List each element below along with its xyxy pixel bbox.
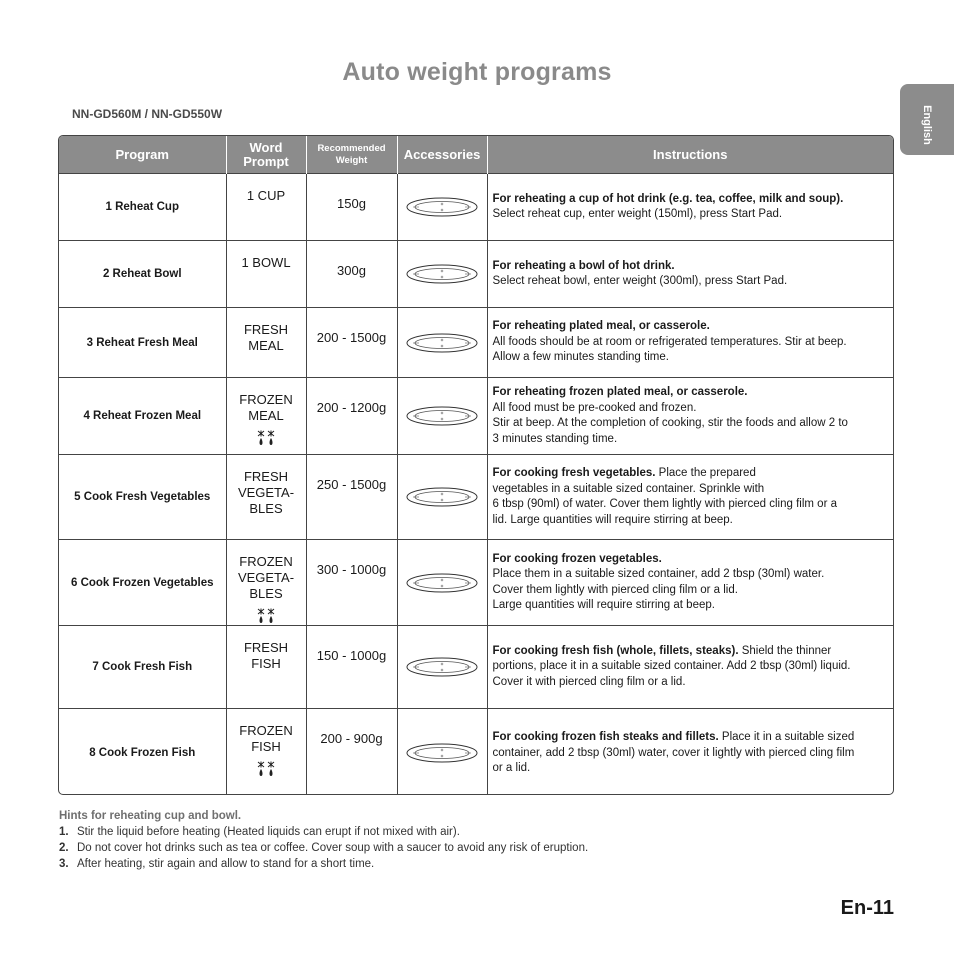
weight-cell: 150 - 1000g [306, 626, 397, 709]
hint-item [59, 825, 588, 840]
glass-tray-icon [406, 573, 478, 593]
instruction-line: Select reheat cup, enter weight (150ml), press Start Pad. [492, 208, 783, 220]
instruction-heading: For cooking fresh fish (whole, fillets, steaks). [492, 644, 739, 657]
glass-tray-icon [406, 406, 478, 426]
word-prompt-cell [226, 378, 306, 455]
header-word-prompt-line2: Prompt [243, 153, 289, 169]
instruction-line: container, add 2 tbsp (30ml) water, cover it lightly with pierced cling film [492, 746, 855, 759]
word-prompt-cell [226, 540, 306, 626]
glass-tray-icon [406, 333, 478, 353]
instruction-line: Cover them lightly with pierced cling film or a lid. [492, 583, 738, 596]
word-prompt-line: VEGETA- [237, 570, 295, 585]
header-instructions: Instructions [487, 136, 893, 174]
word-prompt-line: FROZEN [239, 554, 293, 569]
hint-number: 1. [59, 826, 69, 838]
instructions-cell [487, 540, 893, 626]
language-tab [900, 84, 954, 155]
header-accessories: Accessories [397, 136, 487, 174]
header-weight-line1: Recommended [317, 142, 386, 154]
glass-tray-icon [406, 197, 478, 217]
instruction-line: portions, place it in a suitable sized container. Add 2 tbsp (30ml) liquid. [492, 660, 851, 673]
instruction-heading: For reheating plated meal, or casserole. [492, 320, 710, 333]
accessory-cell [397, 455, 487, 540]
word-prompt-cell [226, 308, 306, 378]
header-recommended-weight [306, 136, 397, 174]
instruction-heading: For reheating a bowl of hot drink. [492, 259, 675, 272]
instruction-line: Allow a few minutes standing time. [492, 351, 669, 364]
instruction-line: lid. Large quantities will require stirring at beep. [492, 513, 733, 526]
instruction-line: Large quantities will require stirring at beep. [492, 599, 715, 611]
header-word-prompt-line1: Word [249, 139, 283, 155]
instructions-cell [487, 626, 893, 709]
table-header-row [59, 136, 893, 174]
instruction-line: 6 tbsp (90ml) of water. Cover them lightly with pierced cling film or a [492, 498, 837, 510]
instructions-cell [487, 455, 893, 540]
hint-item [59, 857, 588, 872]
instruction-line: Cover it with pierced cling film or a lid. [492, 675, 686, 688]
header-program: Program [59, 136, 226, 174]
weight-cell: 150g [306, 174, 397, 241]
instructions-cell [487, 308, 893, 378]
word-prompt-line: FROZEN [239, 392, 293, 407]
instructions-cell [487, 241, 893, 308]
word-prompt-line: BLES [249, 501, 283, 516]
word-prompt-cell [226, 241, 306, 308]
word-prompt-line: FROZEN [239, 723, 293, 738]
instruction-heading: For cooking frozen vegetables. [492, 552, 662, 565]
page-title: Auto weight programs [342, 58, 612, 86]
accessory-cell [397, 241, 487, 308]
accessory-cell [397, 378, 487, 455]
table-row [59, 709, 893, 796]
weight-cell: 200 - 1200g [306, 378, 397, 455]
glass-tray-icon [406, 657, 478, 677]
word-prompt-line: FRESH [243, 322, 289, 337]
program-cell: 1 Reheat Cup [59, 174, 226, 241]
table-row [59, 455, 893, 540]
accessory-cell [397, 540, 487, 626]
page-number: En-11 [840, 897, 894, 919]
word-prompt-line: MEAL [248, 338, 284, 353]
instruction-line: or a lid. [492, 762, 531, 774]
weight-cell: 250 - 1500g [306, 455, 397, 540]
weight-cell: 200 - 1500g [306, 308, 397, 378]
hint-item [59, 841, 588, 856]
instruction-heading: For cooking fresh vegetables. [492, 467, 656, 479]
program-cell: 8 Cook Frozen Fish [59, 709, 226, 796]
table-row [59, 308, 893, 378]
instruction-line: Stir at beep. At the completion of cooking, stir the foods and allow 2 to [492, 417, 848, 429]
header-weight-line2: Weight [335, 154, 368, 166]
program-cell: 3 Reheat Fresh Meal [59, 308, 226, 378]
table-row [59, 626, 893, 709]
weight-cell: 200 - 900g [306, 709, 397, 796]
instructions-cell [487, 174, 893, 241]
instruction-heading-rest: Shield the thinner [738, 644, 832, 657]
program-cell: 7 Cook Fresh Fish [59, 626, 226, 709]
word-prompt-line: MEAL [248, 408, 284, 423]
language-tab-label: English [921, 105, 933, 145]
program-cell: 4 Reheat Frozen Meal [59, 378, 226, 455]
instruction-line: vegetables in a suitable sized container. Sprinkle with [492, 482, 765, 495]
word-prompt-line: 1 CUP [246, 188, 286, 203]
word-prompt-line: FRESH [243, 469, 289, 484]
hints-title: Hints for reheating cup and bowl. [59, 810, 242, 822]
word-prompt-cell [226, 709, 306, 796]
word-prompt-line: VEGETA- [237, 485, 295, 500]
hint-text: After heating, stir again and allow to stand for a short time. [77, 858, 375, 870]
weight-cell: 300g [306, 241, 397, 308]
table-row [59, 540, 893, 626]
accessory-cell [397, 626, 487, 709]
instruction-heading-rest: Place the prepared [655, 467, 756, 479]
header-word-prompt [226, 136, 306, 174]
word-prompt-line: FRESH [243, 640, 289, 655]
word-prompt-line: BLES [249, 586, 283, 601]
instruction-line: All food must be pre-cooked and frozen. [492, 401, 697, 414]
hint-number: 2. [59, 842, 69, 854]
hint-number: 3. [59, 858, 69, 870]
table-row [59, 174, 893, 241]
hint-text: Do not cover hot drinks such as tea or coffee. Cover soup with a saucer to avoid any risk of eruption. [77, 842, 589, 854]
hints-section [59, 810, 588, 872]
word-prompt-line: FISH [251, 739, 281, 754]
word-prompt-cell [226, 626, 306, 709]
table-row [59, 241, 893, 308]
glass-tray-icon [406, 487, 478, 507]
frozen-defrost-icon [255, 608, 277, 624]
hint-text: Stir the liquid before heating (Heated liquids can erupt if not mixed with air). [77, 826, 460, 838]
instruction-heading: For reheating a cup of hot drink (e.g. tea, coffee, milk and soup). [492, 192, 844, 205]
instruction-heading-rest: Place it in a suitable sized [718, 731, 855, 743]
word-prompt-line: FISH [251, 656, 281, 671]
accessory-cell [397, 709, 487, 796]
program-cell: 2 Reheat Bowl [59, 241, 226, 308]
instruction-line: Select reheat bowl, enter weight (300ml), press Start Pad. [492, 275, 788, 287]
word-prompt-line: 1 BOWL [241, 255, 291, 270]
word-prompt-cell [226, 174, 306, 241]
weight-cell: 300 - 1000g [306, 540, 397, 626]
instruction-heading: For cooking frozen fish steaks and fillets. [492, 731, 719, 743]
glass-tray-icon [406, 743, 478, 763]
frozen-defrost-icon [255, 430, 277, 446]
table-row [59, 378, 893, 455]
programs-table [58, 135, 894, 795]
instruction-heading: For reheating frozen plated meal, or casserole. [492, 386, 748, 398]
word-prompt-cell [226, 455, 306, 540]
instructions-cell [487, 378, 893, 455]
instructions-cell [487, 709, 893, 796]
instruction-line: All foods should be at room or refrigerated temperatures. Stir at beep. [492, 335, 847, 348]
model-number: NN-GD560M / NN-GD550W [72, 107, 223, 121]
accessory-cell [397, 174, 487, 241]
instruction-line: 3 minutes standing time. [492, 432, 618, 445]
instruction-line: Place them in a suitable sized container, add 2 tbsp (30ml) water. [492, 568, 825, 580]
frozen-defrost-icon [255, 761, 277, 777]
program-cell: 5 Cook Fresh Vegetables [59, 455, 226, 540]
glass-tray-icon [406, 264, 478, 284]
program-cell: 6 Cook Frozen Vegetables [59, 540, 226, 626]
accessory-cell [397, 308, 487, 378]
